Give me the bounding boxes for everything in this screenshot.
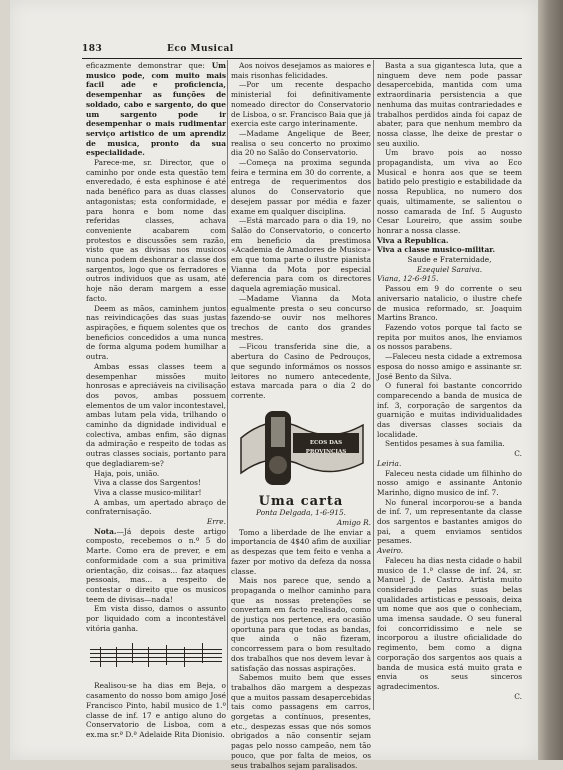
paragraph: Deem as mãos, caminhem juntos nas reivindicações das suas justas aspirações, e fiquem solentes que os beneficios concedidos a uma nunca de forma alguma podem humilhar a outra.	[86, 303, 226, 362]
paragraph: O funeral foi bastante concorrido comparecendo a banda de musica de inf. 3, corporação de sargentos da guarnição e muitas individualidades das diversas classes sociais da localidade.	[377, 381, 522, 439]
paragraph: eficazmente demonstrar que: Um musico pode, com muito mais facil ade e proficiencia, desempenhar as funções de soldado, cabo e sargento, do que um sargento pode ir desempenhar o mais rudimentar serviço artistico de um aprendiz de musica, pronto da sua especialidade.	[86, 61, 226, 158]
note-paragraph: Nota.—Já depois deste artigo composto, recebemos o n.º 5 do Marte. Como era de prever, e em conformidade com a sua primitiva orientação, diz coisas... faz ataques pessoais, mas... a respeito de contestar o direito que os musicos teem de divisas—nada!	[86, 526, 226, 604]
cheer-line: Viva a classe musico-militar.	[377, 245, 496, 255]
column-divider	[227, 60, 228, 710]
paragraph: —Madame Angelique de Beer, realisa o seu concerto no proximo dia 20 no Salão do Conservatorio.	[231, 128, 371, 158]
dateline: Ponta Delgada, 1-6-915.	[255, 508, 347, 518]
emblem-label: ECOS DAS PROVINCIAS	[305, 439, 347, 456]
paragraph: —Começa na proxima segunda feira e termina em 30 do corrente, a entrega de requerimentos dos alunos do Conservatorio que desejem passar por média e fazer exame em qualquer disciplina.	[231, 158, 371, 216]
page-binding	[538, 0, 563, 760]
running-title: Eco Musical	[167, 44, 234, 54]
section-heading: Uma carta	[258, 493, 344, 509]
emphasis-text: Um musico pode, com muito mais facil ade e proficiencia, desempenhar as funções de soldado, cabo e sargento, do que um sargento pode ir desempenhar o mais rudimentar serviço artistico de um aprendiz de musica, pronto da sua especialidade.	[86, 61, 226, 158]
note-label: Nota.	[94, 526, 117, 536]
paragraph: —Madame Vianna da Mota egualmente presta o seu concurso fazendo-se ouvir nos melhores trechos de canto dos grandes mestres.	[231, 293, 371, 342]
paragraph: Viva a classe musico-militar!	[94, 487, 202, 497]
signature-initial: C.	[514, 449, 522, 459]
page-number: 183	[82, 44, 103, 54]
signature-initial: C.	[514, 691, 522, 701]
paragraph: —Faleceu nesta cidade a extremosa esposa do nosso amigo e assinante sr. José Bento da Silva.	[377, 352, 522, 381]
paragraph: Sabemos muito bem que esses trabalhos dão margem a despezas que a muitos passam desapercebidas tais como passagens em carros, gorgetas a contínuos, presentes, etc., despezas essas que nós somos obrigados a não consentir sejam pagas pelo nosso campeão, nem tão pouco, que por falta de meios, os seus trabalhos sejam paralisados.	[231, 673, 371, 770]
salutation: Amigo R.	[336, 518, 371, 528]
paragraph: Um bravo pois ao nosso propagandista, um viva ao Eco Musical e honra aos que se teem batido pelo prestigio e estabilidade da nossa Republica, no numero dos quais, ultimamente, se salientou o nosso camarada de Inf. 5 Augusto Cesar Loureiro, que assim soube honrar a nossa classe.	[377, 148, 522, 235]
paragraph: —Por um recente despacho ministerial foi definitivamente nomeado director do Conservatorio de Lisboa, o sr. Francisco Baia que já exercia este cargo interinamente.	[231, 80, 371, 129]
music-staff-ornament	[86, 639, 226, 675]
ecos-das-provincias-emblem	[231, 403, 371, 493]
column-3	[377, 61, 522, 701]
column-divider	[373, 60, 374, 710]
paragraph: Haja, pois, união.	[94, 468, 160, 478]
paragraph: —Está marcado para o dia 19, no Salão do Conservatorio, o concerto em beneficio da prestimosa «Academia de Amadores de Musica» em que toma parte o ilustre pianista Vianna da Mota por especial deferencia para com os directores daquela agremiação musical.	[231, 216, 371, 294]
paragraph: Tomo a liberdade de lhe enviar a importancia de 4$40 afim de auxiliar as despezas que tem feito e venha a fazer por motivo da defeza da nossa classe.	[231, 527, 371, 576]
cheer-line: Viva a Republica.	[377, 235, 449, 245]
paragraph: Basta a sua gigantesca luta, que a ninguem deve nem pode passar desapercebida, mantida com uma extraordinaria persistencia a que nenhuma das muitas contrariedades e trabalhos perdidos ainda foi capaz de abater, para que nenhum membro da nossa classe, lhe deixe de prestar o seu auxilio.	[377, 61, 522, 148]
dateline: Viana, 12-6-915.	[377, 274, 439, 284]
place-heading: Aveiro.	[377, 546, 404, 556]
column-1	[86, 61, 226, 740]
paragraph: Fazendo votos porque tal facto se repita por muitos anos, lhe enviamos os nossos parabens.	[377, 322, 522, 352]
paragraph: No funeral incorporou-se a banda de inf. 7, um representante da classe dos sargentos e bastantes amigos do pai, a quem enviamos sentidos pesames.	[377, 497, 522, 546]
column-2	[231, 61, 371, 770]
paragraph: Em vista disso, damos o assunto por liquidado com a incontestável vitória ganha.	[86, 604, 226, 633]
closing: Saude e Fraternidade,	[407, 255, 492, 265]
paragraph: Passou em 9 do corrente o seu aniversario natalicio, o ilustre chefe de musica reformado, sr. Joaquim Martins Branco.	[377, 284, 522, 323]
paragraph: Sentidos pesames à sua familia.	[385, 439, 505, 449]
paragraph: Faleceu nesta cidade um filhinho do nosso amigo e assinante Antonio Marinho, digno musico de inf. 7.	[377, 468, 522, 497]
paragraph: A ambas, um apertado abraço de confraternisação.	[86, 497, 226, 517]
paragraph: Mais nos parece que, sendo a propaganda o melhor caminho para que as nossas pretenções se convertam em facto realisado, como de justiça nos pertence, era ocasião oportuna para que todas as bandas, que ainda o não fizeram, concorressem para o bom resultado dos trabalhos que nos devem levar à satisfação das nossas aspirações.	[231, 576, 371, 673]
paragraph: Ambas essas classes teem a desempenhar missões muito honrosas e apreciáveis na civilisação dos povos, ambas possuem elementos de um valor incontestavel, ambas lutam pela vida, trilhando o caminho da dignidade individual e colectiva, ambas enfim, são dignas da admiração e respeito de todas as outras classes sociais, portanto para que degladiarem-se?	[86, 361, 226, 468]
paragraph: Faleceu ha dias nesta cidade o habil musico de 1.ª classe de inf. 24, sr. Manuel J. de Castro. Artista muito considerado pelas suas belas qualidades artisticas e pessoais, deixa um nome que aos que o conheciam, uma imensa saudade. O seu funeral foi concorridissimo e nele se incorporou a ilustre oficialidade do regimento, bem como a digna corporação dos sargentos aos quais a banda de musica está muito grata e envia os seus sinceros agradecimentos.	[377, 555, 522, 691]
place-heading: Leiria.	[377, 458, 402, 468]
signature: Erre.	[206, 517, 226, 527]
paragraph: Viva a classe dos Sargentos!	[94, 478, 201, 488]
paragraph: Aos noivos desejamos as maiores e mais risonhas felicidades.	[231, 61, 371, 80]
paragraph: —Ficou transferida sine die, a abertura do Casino de Pedrouços, que segundo informámos os nossos leitores no numero antecedente, estava marcada para o dia 2 do corrente.	[231, 342, 371, 400]
paragraph: Parece-me, sr. Director, que o caminho por onde esta questão tem enveredado, é esta esphinose é até nada benéfico para as duas classes antagonistas; esta conformidade, e para honra e bom nome das referidas classes, achava conveniente acabarem com protestos e discussões sem razão, visto que as divisas nos musicos nunca podem deshonrar a classe dos sargentos, logo que os ferradores e outros individuos que as usam, até hoje não deram margem a esse facto.	[86, 158, 226, 303]
page-header	[82, 44, 522, 58]
signature: Ezequiel Saraiva.	[416, 264, 483, 274]
paragraph: Realisou-se ha dias em Beja, o casamento do nosso bom amigo José Francisco Pinto, habil musico de 1.º classe de inf. 17 e antigo aluno do Conservatorio de Lisboa, com a ex.ma sr.ª D.ª Adelaide Rita Dionisio.	[86, 681, 226, 739]
header-rule	[82, 58, 522, 59]
